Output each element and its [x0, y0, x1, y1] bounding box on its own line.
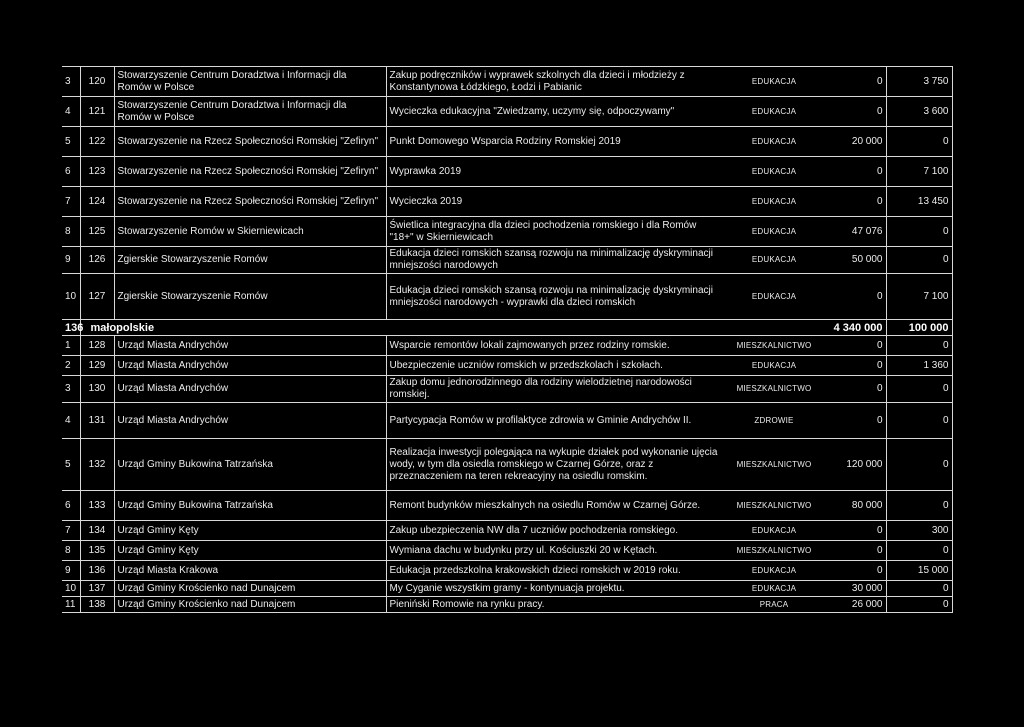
row-id: 123 — [80, 157, 114, 187]
table-row — [62, 597, 952, 613]
category: EDUKACJA — [724, 521, 824, 541]
amount-1: 30 000 — [824, 581, 886, 597]
amount-1: 0 — [824, 376, 886, 403]
amount-1: 26 000 — [824, 597, 886, 613]
task-title: Wymiana dachu w budynku przy ul. Kościuszki 20 w Kętach. — [386, 541, 724, 561]
row-id: 135 — [80, 541, 114, 561]
table-row — [62, 127, 952, 157]
category: MIESZKALNICTWO — [724, 439, 824, 491]
row-number: 2 — [62, 356, 80, 376]
amount-2: 0 — [886, 336, 952, 356]
organization-name: Urząd Gminy Kęty — [114, 541, 386, 561]
task-title: Zakup podręczników i wyprawek szkolnych dla dzieci i młodzieży z Konstantynowa Łódzkiego, Łodzi i Pabianic — [386, 67, 724, 97]
table-row — [62, 247, 952, 274]
row-number: 8 — [62, 541, 80, 561]
table-row — [62, 439, 952, 491]
row-id: 132 — [80, 439, 114, 491]
amount-2: 15 000 — [886, 561, 952, 581]
amount-1: 0 — [824, 403, 886, 439]
amount-2: 7 100 — [886, 274, 952, 320]
task-title: Partycypacja Romów w profilaktyce zdrowia w Gminie Andrychów II. — [386, 403, 724, 439]
amount-2: 0 — [886, 403, 952, 439]
category: MIESZKALNICTWO — [724, 336, 824, 356]
row-number: 5 — [62, 127, 80, 157]
row-id: 136 — [80, 561, 114, 581]
task-title: Zakup domu jednorodzinnego dla rodziny wielodzietnej narodowości romskiej. — [386, 376, 724, 403]
table-row — [62, 97, 952, 127]
task-title: Punkt Domowego Wsparcia Rodziny Romskiej 2019 — [386, 127, 724, 157]
category: EDUKACJA — [724, 274, 824, 320]
row-number: 1 — [62, 336, 80, 356]
organization-name: Urząd Gminy Krościenko nad Dunajcem — [114, 597, 386, 613]
row-id: 138 — [80, 597, 114, 613]
table-row — [62, 274, 952, 320]
row-id: 134 — [80, 521, 114, 541]
amount-2: 0 — [886, 597, 952, 613]
organization-name: Urząd Miasta Krakowa — [114, 561, 386, 581]
category: EDUKACJA — [724, 356, 824, 376]
row-id: 120 — [80, 67, 114, 97]
category: ZDROWIE — [724, 403, 824, 439]
row-id: 124 — [80, 187, 114, 217]
region-name: małopolskie — [80, 320, 824, 336]
amount-1: 20 000 — [824, 127, 886, 157]
amount-1: 0 — [824, 67, 886, 97]
organization-name: Urząd Miasta Andrychów — [114, 403, 386, 439]
organization-name: Stowarzyszenie na Rzecz Społeczności Romskiej "Zefiryn" — [114, 157, 386, 187]
amount-1: 0 — [824, 521, 886, 541]
amount-2: 0 — [886, 217, 952, 247]
category: MIESZKALNICTWO — [724, 376, 824, 403]
amount-1: 47 076 — [824, 217, 886, 247]
organization-name: Stowarzyszenie Centrum Doradztwa i Informacji dla Romów w Polsce — [114, 97, 386, 127]
organization-name: Urząd Gminy Krościenko nad Dunajcem — [114, 581, 386, 597]
category: EDUKACJA — [724, 157, 824, 187]
row-number: 9 — [62, 561, 80, 581]
organization-name: Urząd Miasta Andrychów — [114, 336, 386, 356]
row-id: 130 — [80, 376, 114, 403]
amount-1: 80 000 — [824, 491, 886, 521]
task-title: My Cyganie wszystkim gramy - kontynuacja projektu. — [386, 581, 724, 597]
task-title: Remont budynków mieszkalnych na osiedlu Romów w Czarnej Górze. — [386, 491, 724, 521]
task-title: Wsparcie remontów lokali zajmowanych przez rodziny romskie. — [386, 336, 724, 356]
row-number: 5 — [62, 439, 80, 491]
table-row — [62, 187, 952, 217]
amount-1: 0 — [824, 97, 886, 127]
task-title: Pieniński Romowie na rynku pracy. — [386, 597, 724, 613]
table-row — [62, 67, 952, 97]
organization-name: Urząd Gminy Bukowina Tatrzańska — [114, 491, 386, 521]
row-id: 125 — [80, 217, 114, 247]
amount-1: 120 000 — [824, 439, 886, 491]
row-number: 3 — [62, 67, 80, 97]
amount-2: 1 360 — [886, 356, 952, 376]
row-id: 133 — [80, 491, 114, 521]
category: EDUKACJA — [724, 187, 824, 217]
row-number: 4 — [62, 403, 80, 439]
amount-2: 3 600 — [886, 97, 952, 127]
organization-name: Zgierskie Stowarzyszenie Romów — [114, 274, 386, 320]
region-value-1: 4 340 000 — [824, 320, 886, 336]
row-number: 8 — [62, 217, 80, 247]
organization-name: Urząd Miasta Andrychów — [114, 356, 386, 376]
row-number: 11 — [62, 597, 80, 613]
row-number: 9 — [62, 247, 80, 274]
row-number: 10 — [62, 581, 80, 597]
organization-name: Stowarzyszenie Centrum Doradztwa i Informacji dla Romów w Polsce — [114, 67, 386, 97]
table-row — [62, 376, 952, 403]
task-title: Wyprawka 2019 — [386, 157, 724, 187]
organization-name: Zgierskie Stowarzyszenie Romów — [114, 247, 386, 274]
task-title: Realizacja inwestycji polegająca na wykupie działek pod wykonanie ujęcia wody, w tym dla osiedla romskiego w Czarnej Górze, oraz z przeznaczeniem na teren rekreacyjny na osiedlu romskim. — [386, 439, 724, 491]
table-row — [62, 157, 952, 187]
task-title: Wycieczka edukacyjna "Zwiedzamy, uczymy się, odpoczywamy" — [386, 97, 724, 127]
table-row — [62, 581, 952, 597]
table-row — [62, 403, 952, 439]
task-title: Ubezpieczenie uczniów romskich w przedszkolach i szkołach. — [386, 356, 724, 376]
row-number: 3 — [62, 376, 80, 403]
amount-1: 0 — [824, 561, 886, 581]
category: EDUKACJA — [724, 127, 824, 157]
amount-2: 7 100 — [886, 157, 952, 187]
organization-name: Stowarzyszenie na Rzecz Społeczności Romskiej "Zefiryn" — [114, 127, 386, 157]
region-header — [62, 320, 952, 336]
amount-1: 50 000 — [824, 247, 886, 274]
amount-2: 0 — [886, 247, 952, 274]
task-title: Edukacja dzieci romskich szansą rozwoju na minimalizację dyskryminacji mniejszości narodowych — [386, 247, 724, 274]
amount-2: 0 — [886, 376, 952, 403]
table-row — [62, 541, 952, 561]
table-row — [62, 336, 952, 356]
category: EDUKACJA — [724, 67, 824, 97]
category: EDUKACJA — [724, 97, 824, 127]
row-id: 137 — [80, 581, 114, 597]
row-number: 7 — [62, 521, 80, 541]
row-number: 6 — [62, 491, 80, 521]
amount-2: 300 — [886, 521, 952, 541]
category: EDUKACJA — [724, 561, 824, 581]
task-title: Edukacja dzieci romskich szansą rozwoju na minimalizację dyskryminacji mniejszości narodowych - wyprawki dla dzieci romskich — [386, 274, 724, 320]
amount-2: 0 — [886, 581, 952, 597]
amount-1: 0 — [824, 187, 886, 217]
row-id: 122 — [80, 127, 114, 157]
task-title: Świetlica integracyjna dla dzieci pochodzenia romskiego i dla Romów "18+" w Skierniewicach — [386, 217, 724, 247]
organization-name: Stowarzyszenie Romów w Skierniewicach — [114, 217, 386, 247]
amount-1: 0 — [824, 157, 886, 187]
table-row — [62, 217, 952, 247]
grant-table — [62, 66, 953, 613]
category: EDUKACJA — [724, 217, 824, 247]
amount-1: 0 — [824, 336, 886, 356]
row-id: 121 — [80, 97, 114, 127]
row-number: 6 — [62, 157, 80, 187]
task-title: Wycieczka 2019 — [386, 187, 724, 217]
category: EDUKACJA — [724, 581, 824, 597]
row-id: 128 — [80, 336, 114, 356]
task-title: Zakup ubezpieczenia NW dla 7 uczniów pochodzenia romskiego. — [386, 521, 724, 541]
table-row — [62, 491, 952, 521]
row-number: 4 — [62, 97, 80, 127]
organization-name: Urząd Gminy Kęty — [114, 521, 386, 541]
region-row — [62, 320, 952, 336]
amount-1: 0 — [824, 274, 886, 320]
organization-name: Urząd Gminy Bukowina Tatrzańska — [114, 439, 386, 491]
row-id: 126 — [80, 247, 114, 274]
row-number: 10 — [62, 274, 80, 320]
category: MIESZKALNICTWO — [724, 541, 824, 561]
region-value-2: 100 000 — [886, 320, 952, 336]
organization-name: Stowarzyszenie na Rzecz Społeczności Romskiej "Zefiryn" — [114, 187, 386, 217]
amount-2: 13 450 — [886, 187, 952, 217]
amount-1: 0 — [824, 541, 886, 561]
row-id: 127 — [80, 274, 114, 320]
table-row — [62, 521, 952, 541]
grant-table-page — [62, 66, 952, 613]
amount-2: 0 — [886, 127, 952, 157]
task-title: Edukacja przedszkolna krakowskich dzieci romskich w 2019 roku. — [386, 561, 724, 581]
amount-2: 0 — [886, 491, 952, 521]
lodzkie-section — [62, 67, 952, 320]
amount-2: 3 750 — [886, 67, 952, 97]
row-id: 131 — [80, 403, 114, 439]
table-row — [62, 356, 952, 376]
region-lp: 136 — [62, 320, 80, 336]
amount-2: 0 — [886, 439, 952, 491]
category: EDUKACJA — [724, 247, 824, 274]
category: PRACA — [724, 597, 824, 613]
amount-1: 0 — [824, 356, 886, 376]
row-number: 7 — [62, 187, 80, 217]
amount-2: 0 — [886, 541, 952, 561]
category: MIESZKALNICTWO — [724, 491, 824, 521]
malopolskie-section — [62, 336, 952, 613]
organization-name: Urząd Miasta Andrychów — [114, 376, 386, 403]
table-row — [62, 561, 952, 581]
row-id: 129 — [80, 356, 114, 376]
